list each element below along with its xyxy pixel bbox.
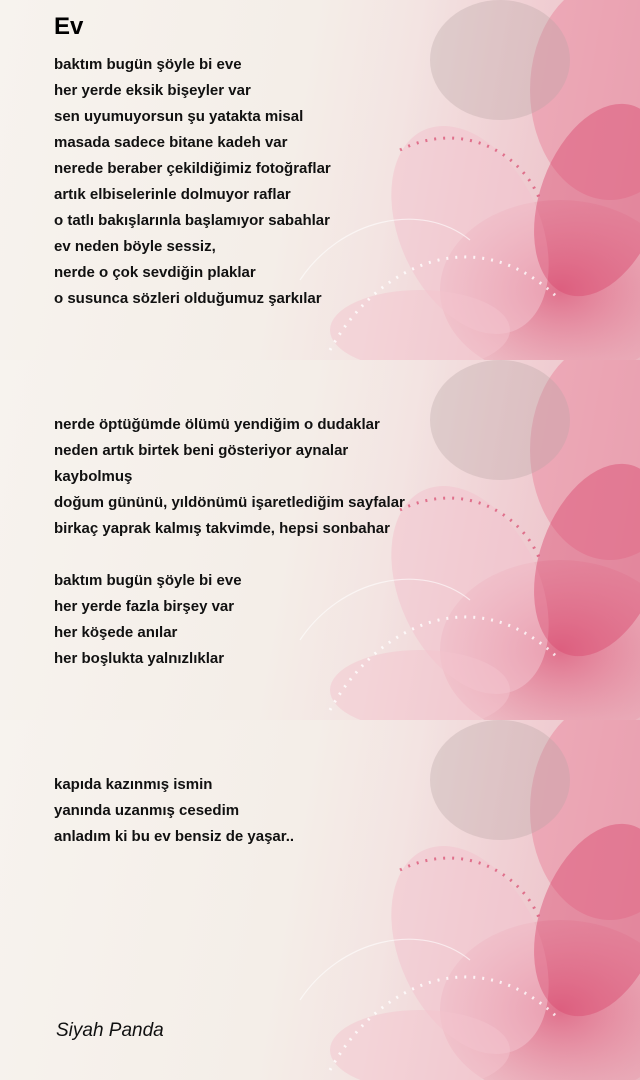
poem-line: anladım ki bu ev bensiz de yaşar.. <box>54 828 295 845</box>
poem-line: nerde öptüğümde ölümü yendiğim o dudaklar <box>54 416 380 433</box>
poem-line: neden artık birtek beni gösteriyor aynalar <box>54 442 349 459</box>
poem-line: kapıda kazınmış ismin <box>54 776 213 793</box>
poem-stanza <box>54 412 405 542</box>
poem-line: nerde o çok sevdiğin plaklar <box>54 264 256 281</box>
poem-line: her boşlukta yalnızlıklar <box>54 650 225 667</box>
poem-line: birkaç yaprak kalmış takvimde, hepsi sonbahar <box>54 520 390 537</box>
poem-line: kaybolmuş <box>54 468 133 485</box>
poem-line: her yerde fazla birşey var <box>54 598 235 615</box>
poem-line: artık elbiselerinle dolmuyor raflar <box>54 186 291 203</box>
poem-line: o tatlı bakışlarınla başlamıyor sabahlar <box>54 212 330 229</box>
poem-line: her yerde eksik bişeyler var <box>54 82 251 99</box>
poem-line: yanında uzanmış cesedim <box>54 802 240 819</box>
poem-line: sen uyumuyorsun şu yatakta misal <box>54 108 304 125</box>
poem-line: baktım bugün şöyle bi eve <box>54 572 242 589</box>
poem-line: baktım bugün şöyle bi eve <box>54 56 242 73</box>
poem-title: Ev <box>54 13 84 40</box>
poem-line: nerede beraber çekildiğimiz fotoğraflar <box>54 160 331 177</box>
poem-line: doğum gününü, yıldönümü işaretlediğim sayfalar <box>54 494 405 511</box>
poem-line: masada sadece bitane kadeh var <box>54 134 288 151</box>
poem-stanza <box>54 52 331 312</box>
poem-line: ev neden böyle sessiz, <box>54 238 216 255</box>
poem-line: o susunca sözleri olduğumuz şarkılar <box>54 290 322 307</box>
poem-stanza <box>54 772 294 850</box>
poem-stanza <box>54 568 242 672</box>
poem-line: her köşede anılar <box>54 624 178 641</box>
poem-author: Siyah Panda <box>56 1020 164 1041</box>
